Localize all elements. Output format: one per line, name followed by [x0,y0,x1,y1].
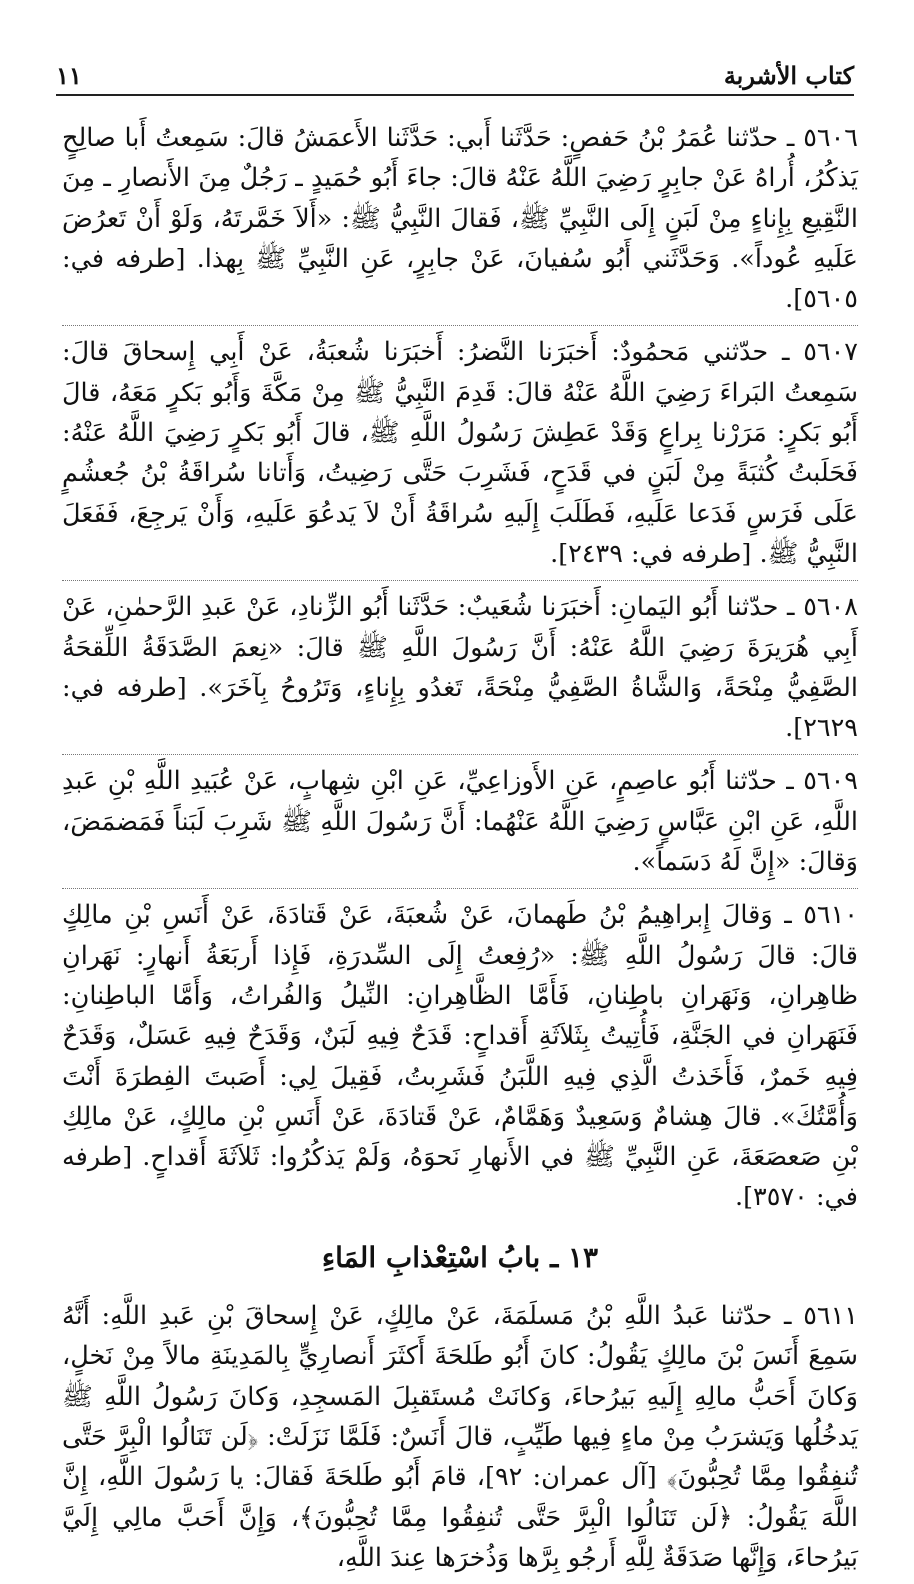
page-content [62,112,858,1584]
hadith-5608 [62,581,858,755]
hadith-5607 [62,326,858,581]
hadith-5609 [62,755,858,889]
hadith-text: ٥٦٠٨ ـ حدّثنا أَبُو اليَمانِ: أَخبَرَنا شُعَيبٌ: حَدَّثَنا أَبُو الزِّنادِ، عَنْ عَبدِ الرَّحمٰنِ، عَنْ أَبِي هُرَيرَةَ رَضِيَ اللَّهُ عَنْهُ: أَنَّ رَسُولَ اللَّهِ ﷺ قالَ: «نِعمَ الصَّدَقَةُ اللِّقحَةُ الصَّفِيُّ مِنْحَةً، وَالشَّاةُ الصَّفِيُّ مِنْحَةً، تَغدُو بِإِناءٍ، وَتَرُوحُ بِآخَرَ». [طرفه في: ٢٦٢٩]. [62,592,858,744]
page-header [56,54,854,96]
hadith-text: ٥٦٠٦ ـ حدّثنا عُمَرُ بْنُ حَفصٍ: حَدَّثَنا أَبي: حَدَّثَنا الأَعمَشُ قالَ: سَمِعتُ أَبا صالِحٍ يَذكُرُ، أُراهُ عَنْ جابِرٍ رَضِيَ اللَّهُ عَنْهُ قالَ: جاءَ أَبُو حُمَيدٍ ـ رَجُلٌ مِنَ الأَنصارِ ـ مِنَ النَّقِيعِ بِإِناءٍ مِنْ لَبَنٍ إِلَى النَّبِيِّ ﷺ، فَقالَ النَّبِيُّ ﷺ: «أَلاَ خَمَّرتَهُ، وَلَوْ أَنْ تَعرُضَ عَلَيهِ عُوداً». وَحَدَّثَني أَبُو سُفيانَ، عَنْ جابِرٍ، عَنِ النَّبِيِّ ﷺ بِهذا. [طرفه في: ٥٦٠٥]. [62,123,858,315]
hadith-5606 [62,112,858,326]
chapter-heading: ١٣ ـ بابُ اسْتِعْذابِ المَاءِ [321,1240,599,1274]
page-number: ١١ [56,61,82,90]
hadith-text: ٥٦١١ ـ حدّثنا عَبدُ اللَّهِ بْنُ مَسلَمَةَ، عَنْ مالِكٍ، عَنْ إِسحاقَ بْنِ عَبدِ اللَّهِ: أَنَّهُ سَمِعَ أَنَسَ بْنَ مالِكٍ يَقُولُ: كانَ أَبُو طَلحَةَ أَكثَرَ أَنصارِيٍّ بِالمَدِينَةِ مالاً مِنْ نَخلٍ، وَكانَ أَحَبُّ مالِهِ إِلَيهِ بَيرُحاءَ، وَكانَتْ مُستَقبِلَ المَسجِدِ، وَكانَ رَسُولُ اللَّهِ ﷺ يَدخُلُها وَيَشرَبُ مِنْ ماءٍ فِيها طَيِّبٍ، قالَ أَنَسٌ: فَلَمَّا نَزَلَتْ: ﴿لَن تَنَالُوا الْبِرَّ حَتَّى تُنفِقُوا مِمَّا تُحِبُّونَ﴾ [آل عمران: ٩٢]، قامَ أَبُو طَلحَةَ فَقالَ: يا رَسُولَ اللَّهِ، إِنَّ اللَّهَ يَقُولُ: ﴿لَن تَنَالُوا الْبِرَّ حَتَّى تُنفِقُوا مِمَّا تُحِبُّونَ﴾، وَإِنَّ أَحَبَّ مالِي إِلَيَّ بَيرُحاءَ، وَإِنَّها صَدَقَةٌ لِلَّهِ أَرجُو بِرَّها وَذُخرَها عِندَ اللَّهِ، [62,1301,858,1573]
hadith-5610 [62,889,858,1223]
hadith-text: ٥٦٠٩ ـ حدّثنا أَبُو عاصِمٍ، عَنِ الأَوزاعِيِّ، عَنِ ابْنِ شِهابٍ، عَنْ عُبَيدِ اللَّهِ بْنِ عَبدِ اللَّهِ، عَنِ ابْنِ عَبَّاسٍ رَضِيَ اللَّهُ عَنْهُما: أَنَّ رَسُولَ اللَّهِ ﷺ شَرِبَ لَبَناً فَمَضمَضَ، وَقالَ: «إِنَّ لَهُ دَسَماً». [62,766,858,878]
book-title: كتاب الأشربة [723,61,854,90]
hadith-5611 [62,1290,858,1584]
hadith-text: ٥٦١٠ ـ وَقالَ إِبراهِيمُ بْنُ طَهمانَ، عَنْ شُعبَةَ، عَنْ قَتادَةَ، عَنْ أَنَسِ بْنِ مالِكٍ قالَ: قالَ رَسُولُ اللَّهِ ﷺ: «رُفِعتُ إِلَى السِّدرَةِ، فَإِذا أَربَعَةُ أَنهارٍ: نَهَرانِ ظاهِرانِ، وَنَهَرانِ باطِنانِ، فَأَمَّا الظَّاهِرانِ: النِّيلُ وَالفُراتُ، وَأَمَّا الباطِنانِ: فَنَهَرانِ في الجَنَّةِ، فَأُتِيتُ بِثَلاَثَةِ أَقداحٍ: قَدَحٌ فِيهِ لَبَنٌ، وَقَدَحٌ فِيهِ عَسَلٌ، وَقَدَحٌ فِيهِ خَمرٌ، فَأَخَذتُ الَّذِي فِيهِ اللَّبَنُ فَشَرِبتُ، فَقِيلَ لِي: أَصَبتَ الفِطرَةَ أَنْتَ وَأُمَّتُكَ». قالَ هِشامٌ وَسَعِيدٌ وَهَمَّامٌ، عَنْ قَتادَةَ، عَنْ أَنَسِ بْنِ مالِكٍ، عَنْ مالِكِ بْنِ صَعصَعَةَ، عَنِ النَّبِيِّ ﷺ في الأَنهارِ نَحوَهُ، وَلَمْ يَذكُرُوا: ثَلاَثَةَ أَقداحٍ. [طرفه في: ٣٥٧٠]. [62,900,858,1213]
hadith-text: ٥٦٠٧ ـ حدّثني مَحمُودٌ: أَخبَرَنا النَّضرُ: أَخبَرَنا شُعبَةُ، عَنْ أَبِي إِسحاقَ قالَ: سَمِعتُ البَراءَ رَضِيَ اللَّهُ عَنْهُ قالَ: قَدِمَ النَّبِيُّ ﷺ مِنْ مَكَّةَ وَأَبُو بَكرٍ مَعَهُ، قالَ أَبُو بَكرٍ: مَرَرْنا بِراعٍ وَقَدْ عَطِشَ رَسُولُ اللَّهِ ﷺ، قالَ أَبُو بَكرٍ رَضِيَ اللَّهُ عَنْهُ: فَحَلَبتُ كُثبَةً مِنْ لَبَنٍ في قَدَحٍ، فَشَرِبَ حَتَّى رَضِيتُ، وَأَتانا سُراقَةُ بْنُ جُعشُمٍ عَلَى فَرَسٍ فَدَعا عَلَيهِ، فَطَلَبَ إِلَيهِ سُراقَةُ أَنْ لاَ يَدعُوَ عَلَيهِ، وَأَنْ يَرجِعَ، فَفَعَلَ النَّبِيُّ ﷺ. [طرفه في: ٢٤٣٩]. [62,337,858,569]
